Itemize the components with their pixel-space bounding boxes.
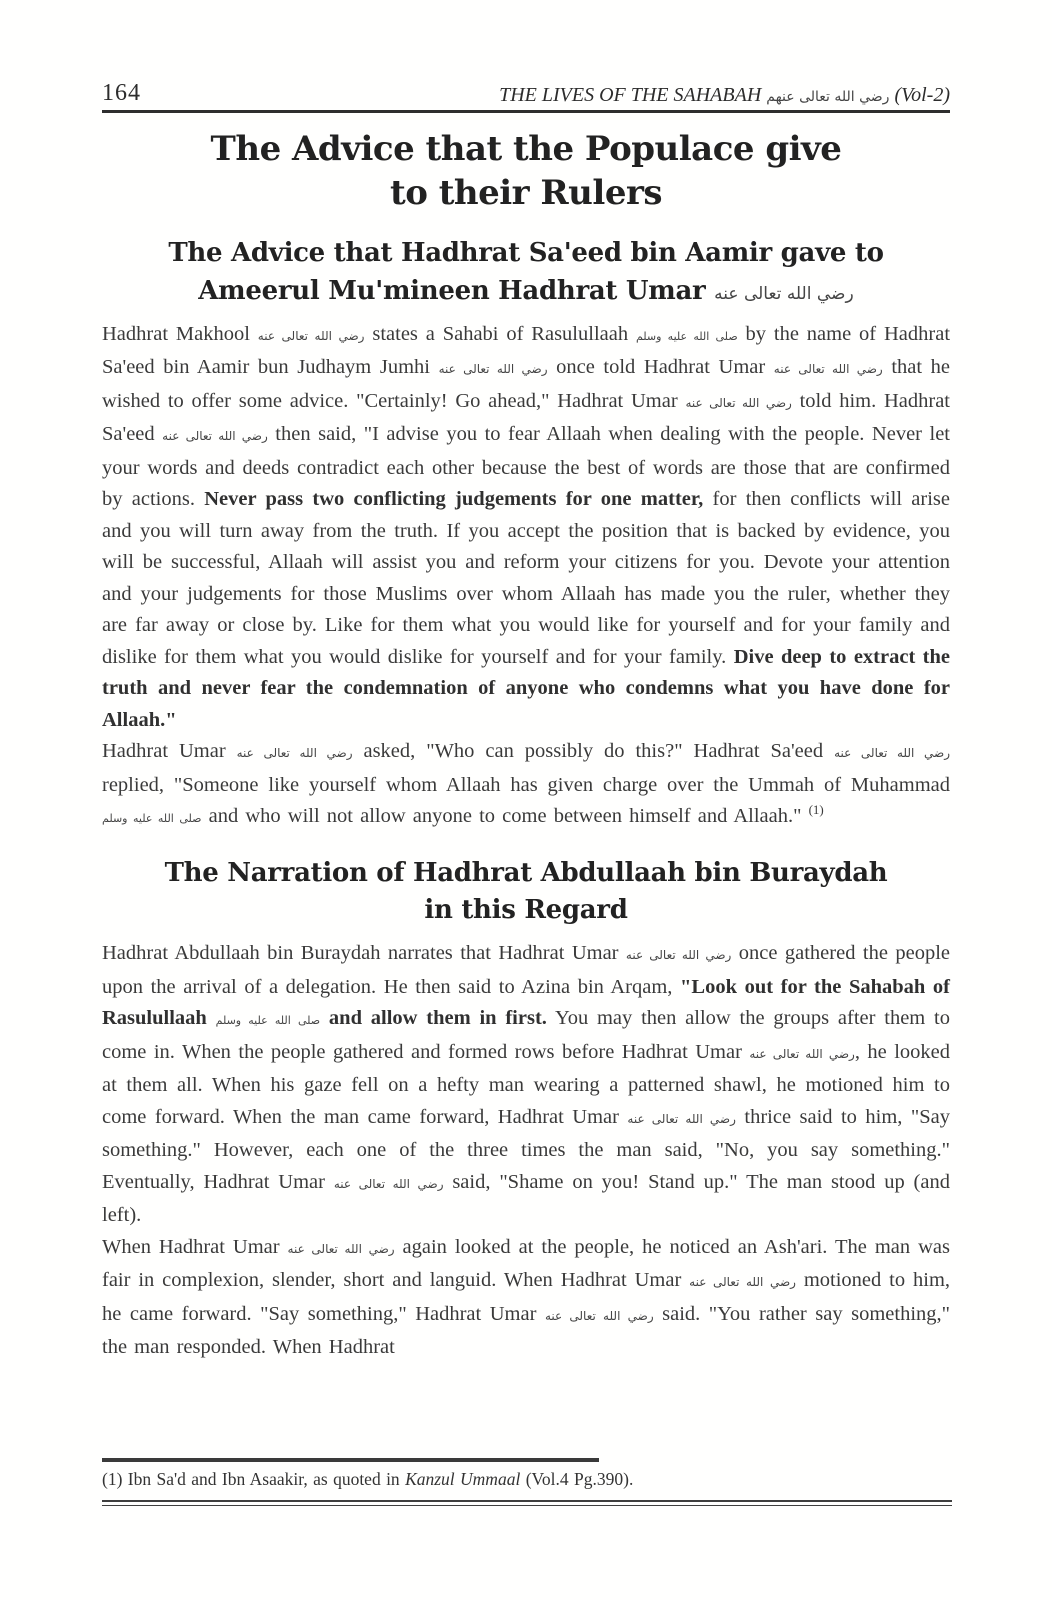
text-run: for then conflicts will arise and you will turn away from the truth. If you accept the position that is backed by evidence, you will be successful, Allaah will assist you and reform your citizens for you. Devote your attention and your judgements for those Muslims over whom Allaah has made you the ruler, whether they are far away or close by. Like for them what you would like for yourself and for your family and dislike for them what you would dislike for yourself and for your family. xyxy=(102,488,950,668)
text-run: Kanzul Ummaal xyxy=(405,1469,521,1489)
honorific-radiallahu-anhu-arabic: رضي الله تعالى عنه xyxy=(544,1308,654,1323)
honorific-radiallahu-anhu-arabic: رضي الله تعالى عنه xyxy=(749,1046,855,1061)
bottom-rule xyxy=(102,1500,952,1506)
honorific-radiallahu-anhu-arabic: رضي الله تعالى عنه xyxy=(236,746,353,761)
honorific-radiallahu-anhu-arabic: رضي الله تعالى عنه xyxy=(834,746,951,761)
honorific-radiallahu-anhu-arabic: رضي الله تعالى عنه xyxy=(773,362,883,377)
section-heading xyxy=(102,855,950,930)
text-run: Ameerul Mu'mineen Hadhrat Umar xyxy=(198,276,715,307)
book-title: THE LIVES OF THE SAHABAH xyxy=(499,84,762,106)
text-run: said, "Shame on you! Stand up." The man stood up (and left). xyxy=(102,1170,950,1227)
paragraph xyxy=(102,1232,950,1364)
honorific-radiallahu-anhu-arabic: رضي الله تعالى عنه xyxy=(287,1241,395,1256)
honorific-sallallahu-alayhi-wasallam-arabic: صلى الله عليه وسلم xyxy=(635,329,738,343)
text-run: Hadhrat Umar xyxy=(102,740,237,763)
page-title xyxy=(102,127,950,215)
text-run: Hadhrat Abdullaah bin Buraydah narrates that Hadhrat Umar xyxy=(102,942,626,965)
running-title xyxy=(499,84,950,107)
volume-label: (Vol-2) xyxy=(894,84,950,106)
text-run: Hadhrat Makhool xyxy=(102,322,258,345)
text-run: asked, "Who can possibly do this?" Hadhrat Sa'eed xyxy=(352,740,835,763)
honorific-radiallahu-anhu-arabic: رضي الله تعالى عنه xyxy=(333,1176,444,1191)
heading-line: The Advice that the Populace give xyxy=(210,129,842,169)
text-run: that he wished to offer some advice. "Certainly! Go ahead," Hadhrat Umar xyxy=(102,356,951,412)
heading-line xyxy=(102,892,950,930)
honorific-radiallahu-anhu-arabic: رضي الله تعالى عنه xyxy=(438,362,548,377)
footnote-reference: (1) xyxy=(808,802,824,818)
text-run: said. "You rather say something," the man responded. When Hadhrat xyxy=(102,1302,951,1359)
honorific-sallallahu-alayhi-wasallam-arabic: صلى الله عليه وسلم xyxy=(102,812,202,826)
text-run: in this Regard xyxy=(424,895,628,926)
honorific-sallallahu-alayhi-wasallam-arabic: صلى الله عليه وسلم xyxy=(215,1014,321,1028)
honorific-radiallahu-anhum-arabic: رضي الله تعالى عنهم xyxy=(766,89,890,105)
text-run: thrice said to him, "Say something." However, each one of the three times the man said, "No, you say something." Eventually, Hadhrat Umar xyxy=(102,1105,950,1193)
honorific-radiallahu-anhu-arabic: رضي الله تعالى عنه xyxy=(257,328,365,343)
section-body xyxy=(102,319,950,835)
footnote-area xyxy=(102,1458,952,1506)
section-heading xyxy=(102,235,950,310)
text-run: The Advice that Hadhrat Sa'eed bin Aamir gave to xyxy=(168,238,884,269)
honorific-radiallahu-anhu-arabic: رضي الله تعالى عنه xyxy=(625,948,732,963)
text-run: and allow them in first. xyxy=(320,1007,547,1030)
footnote-text xyxy=(102,1469,952,1490)
page-number: 164 xyxy=(102,80,141,106)
text-run: told him. Hadhrat Sa'eed xyxy=(102,389,951,446)
text-run: When Hadhrat Umar xyxy=(102,1235,288,1258)
text-run: once gathered the people upon the arrival of a delegation. He then said to Azina bin Arqam, xyxy=(102,942,950,998)
text-run: (1) Ibn Sa'd and Ibn Asaakir, as quoted in xyxy=(102,1469,406,1489)
text-run: , he looked at them all. When his gaze fell on a hefty man wearing a patterned shawl, he motioned him to come forward. When the man came forward, Hadhrat Umar xyxy=(102,1040,950,1128)
heading-line: to their Rulers xyxy=(389,173,663,214)
text-run: motioned to him, he came forward. "Say something," Hadhrat Umar xyxy=(102,1269,951,1325)
section-body xyxy=(102,938,950,1364)
paragraph xyxy=(102,736,950,835)
text-run: Never pass two conflicting judgements for one matter, xyxy=(204,488,704,511)
section-narration-buraydah xyxy=(102,855,950,1364)
footnote-separator xyxy=(102,1458,599,1462)
text-run: You may then allow the groups after them to come in. When the people gathered and formed rows before Hadhrat Umar xyxy=(102,1007,950,1063)
text-run: replied, "Someone like yourself whom Allaah has given charge over the Ummah of Muhammad xyxy=(102,773,950,796)
honorific-radiallahu-anhu-arabic: رضي الله تعالى عنه xyxy=(627,1111,736,1126)
text-run: by the name of Hadhrat Sa'eed bin Aamir bun Judhaym Jumhi xyxy=(102,322,951,379)
heading-line xyxy=(102,273,950,311)
text-run: Dive deep to extract the truth and never fear the condemnation of anyone who condemns what you have done for Allaah." xyxy=(102,645,950,731)
honorific-radiallahu-anhu-arabic: رضي الله تعالى عنه xyxy=(685,395,792,410)
honorific-radiallahu-anhu-arabic: رضي الله تعالى عنه xyxy=(162,429,268,444)
page-header xyxy=(102,80,950,113)
text-run: then said, "I advise you to fear Allaah when dealing with the people. Never let your words and deeds contradict each other because the best of words are those that are confirmed by actions. xyxy=(102,423,950,511)
heading-line xyxy=(102,855,950,893)
heading-line xyxy=(102,235,950,273)
text-run: again looked at the people, he noticed an Ash'ari. The man was fair in complexion, slender, short and languid. When Hadhrat Umar xyxy=(102,1235,950,1292)
paragraph xyxy=(102,319,950,737)
text-run: (Vol.4 Pg.390). xyxy=(520,1469,634,1489)
text-run: and who will not allow anyone to come between himself and Allaah." xyxy=(201,805,809,828)
section-advice-saeed xyxy=(102,235,950,834)
paragraph xyxy=(102,938,950,1232)
text-run: "Look out for the Sahabah of Rasulullaah xyxy=(102,975,950,1030)
text-run: once told Hadhrat Umar xyxy=(547,356,774,379)
text-run: states a Sahabi of Rasulullaah xyxy=(364,322,636,345)
text-run: The Narration of Hadhrat Abdullaah bin Buraydah xyxy=(164,857,888,888)
honorific-radiallahu-anhu-arabic: رضي الله تعالى عنه xyxy=(714,284,854,305)
honorific-radiallahu-anhu-arabic: رضي الله تعالى عنه xyxy=(689,1275,796,1290)
